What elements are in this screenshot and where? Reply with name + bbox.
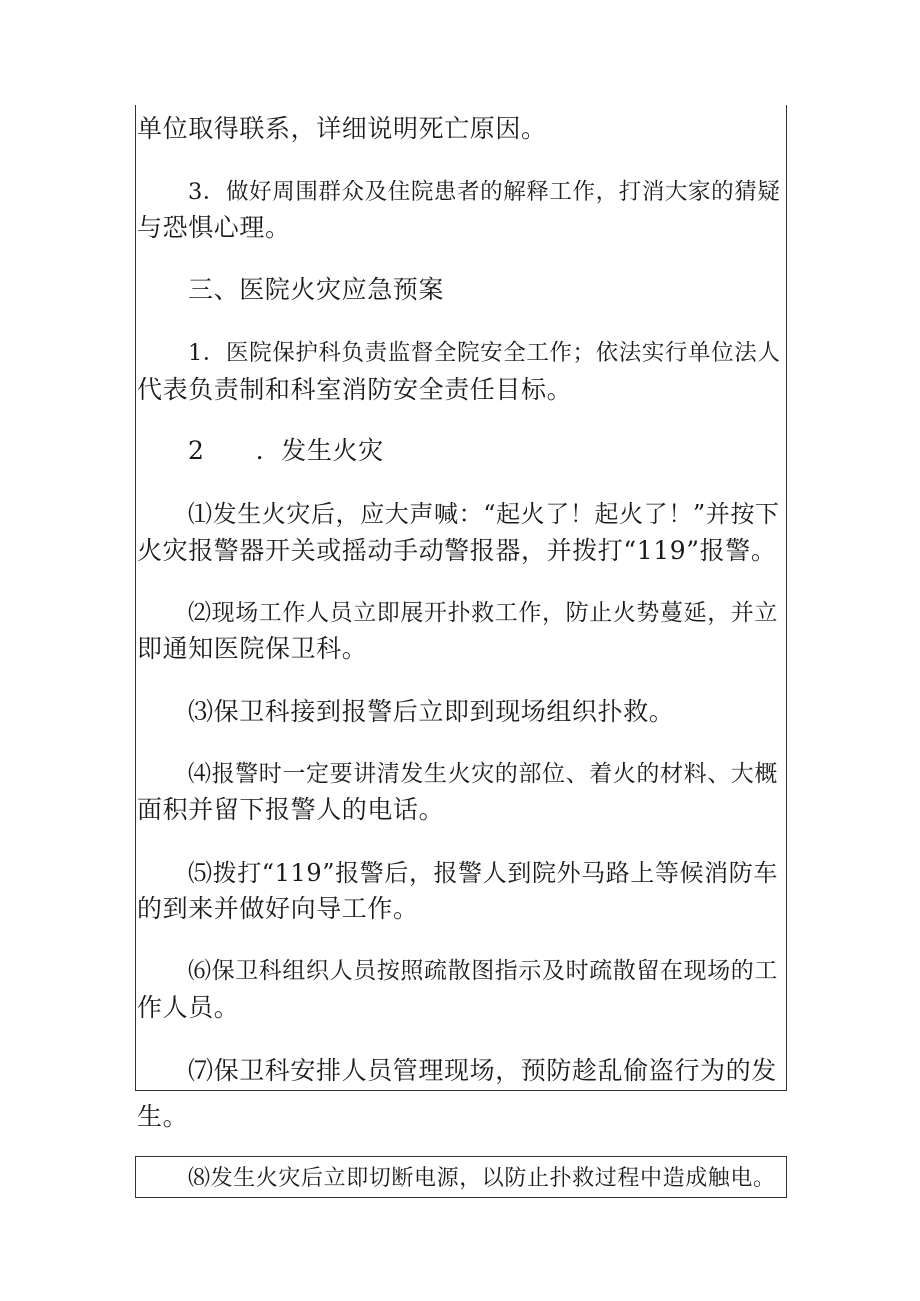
step-7-line: ⑺保卫科安排人员管理现场，预防趁乱偷盗行为的发	[188, 1056, 777, 1085]
text-line: 与恐惧心理。	[137, 213, 291, 242]
text-line: 即通知医院保卫科。	[137, 634, 368, 663]
text-line: 面积并留下报警人的电话。	[137, 795, 445, 824]
item-1-line: 1．医院保护科负责监督全院安全工作；依法实行单位法人	[188, 340, 781, 366]
text-line: 的到来并做好向导工作。	[137, 894, 419, 923]
text-line: 火灾报警器开关或摇动手动警报器，并拨打“119”报警。	[137, 536, 777, 565]
text-line: 单位取得联系，详细说明死亡原因。	[137, 114, 547, 143]
item-2-heading: 2 ．发生火灾	[188, 436, 384, 465]
step-5-line: ⑸拨打“119”报警后，报警人到院外马路上等候消防车	[188, 859, 778, 887]
text-line: 代表负责制和科室消防安全责任目标。	[137, 375, 573, 404]
text-line: 作人员。	[137, 993, 240, 1022]
section-heading: 三、医院火灾应急预案	[188, 275, 445, 304]
step-3-line: ⑶保卫科接到报警后立即到现场组织扑救。	[188, 697, 675, 726]
step-2-line: ⑵现场工作人员立即展开扑救工作，防止火势蔓延，并立	[188, 600, 778, 626]
step-4-line: ⑷报警时一定要讲清发生火灾的部位、着火的材料、大概	[188, 761, 778, 787]
item-3-line: 3．做好周围群众及住院患者的解释工作，打消大家的猜疑	[188, 179, 781, 205]
step-8-line: ⑻发生火灾后立即切断电源，以防止扑救过程中造成触电。	[188, 1166, 776, 1191]
text-line: 生。	[137, 1102, 189, 1131]
step-1-line: ⑴发生火灾后，应大声喊：“起火了！起火了！”并按下	[188, 500, 780, 528]
step-6-line: ⑹保卫科组织人员按照疏散图指示及时疏散留在现场的工	[188, 958, 778, 984]
